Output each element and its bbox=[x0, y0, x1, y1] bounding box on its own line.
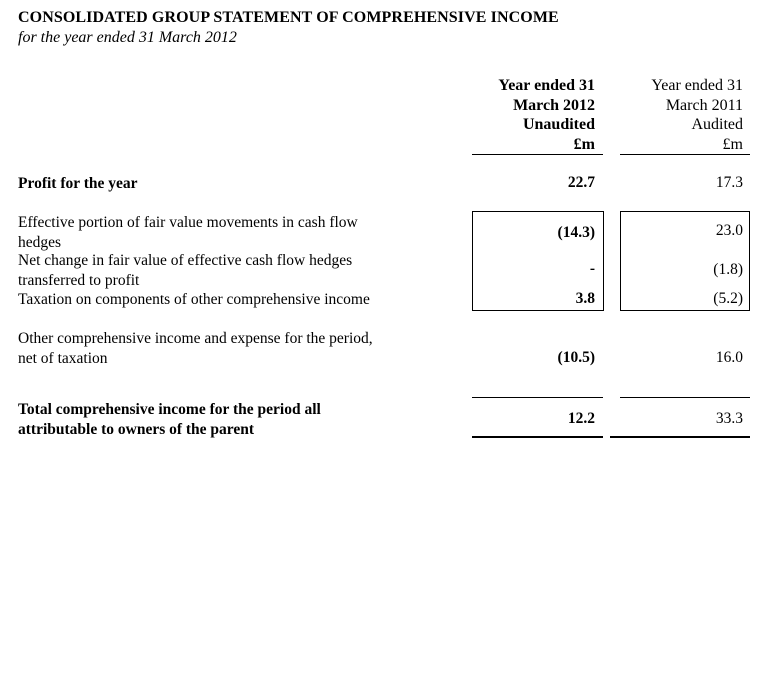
row-label-total bbox=[18, 400, 418, 439]
row-label-effective-portion bbox=[18, 213, 418, 252]
value-total-2011: 33.3 bbox=[715, 410, 743, 427]
value-taxation-2012: 3.8 bbox=[575, 290, 595, 307]
column-header-line: March 2011 bbox=[665, 96, 743, 114]
column-header-2012 bbox=[470, 76, 595, 154]
value-total-2012: 12.2 bbox=[567, 410, 595, 427]
column-header-line: Unaudited bbox=[522, 116, 595, 133]
row-label-line: attributable to owners of the parent bbox=[18, 420, 255, 438]
value-effective-portion-2012: (14.3) bbox=[557, 224, 595, 241]
value-profit-2011: 17.3 bbox=[715, 174, 743, 191]
row-label-line: Other comprehensive income and expense for the period, bbox=[18, 330, 373, 347]
column-header-line: Audited bbox=[691, 116, 743, 133]
statement-subtitle: for the year ended 31 March 2012 bbox=[18, 29, 237, 46]
header-underline-2011 bbox=[620, 154, 750, 155]
column-unit: £m bbox=[573, 135, 595, 153]
total-double-underline-2012 bbox=[472, 436, 603, 438]
row-label-line: transferred to profit bbox=[18, 271, 140, 289]
total-double-underline-2011 bbox=[610, 436, 750, 438]
row-label-line: Total comprehensive income for the period all bbox=[18, 401, 321, 418]
column-header-line: Year ended 31 bbox=[498, 77, 595, 94]
row-label-taxation: Taxation on components of other comprehensive income bbox=[18, 291, 370, 308]
column-header-line: Year ended 31 bbox=[651, 77, 743, 94]
row-label-net-change bbox=[18, 251, 418, 290]
row-label-oci bbox=[18, 329, 418, 368]
total-overline-2011 bbox=[620, 397, 750, 398]
row-label-line: net of taxation bbox=[18, 349, 108, 367]
total-overline-2012 bbox=[472, 397, 603, 398]
value-oci-2011: 16.0 bbox=[715, 349, 743, 366]
column-header-2011 bbox=[620, 76, 743, 154]
statement-title: CONSOLIDATED GROUP STATEMENT OF COMPREHENSIVE INCOME bbox=[18, 9, 559, 26]
row-label-line: Effective portion of fair value movements in cash flow bbox=[18, 214, 358, 231]
value-taxation-2011: (5.2) bbox=[713, 290, 743, 307]
row-label-line: Net change in fair value of effective cash flow hedges bbox=[18, 252, 353, 269]
value-effective-portion-2011: 23.0 bbox=[715, 222, 743, 239]
value-profit-2012: 22.7 bbox=[567, 174, 595, 191]
column-unit: £m bbox=[722, 135, 743, 153]
header-underline-2012 bbox=[472, 154, 603, 155]
value-net-change-2012: - bbox=[589, 260, 595, 277]
column-header-line: March 2012 bbox=[513, 96, 595, 114]
value-net-change-2011: (1.8) bbox=[713, 261, 743, 278]
row-label-line: hedges bbox=[18, 233, 62, 251]
value-oci-2012: (10.5) bbox=[557, 349, 595, 366]
row-label-profit: Profit for the year bbox=[18, 175, 138, 192]
